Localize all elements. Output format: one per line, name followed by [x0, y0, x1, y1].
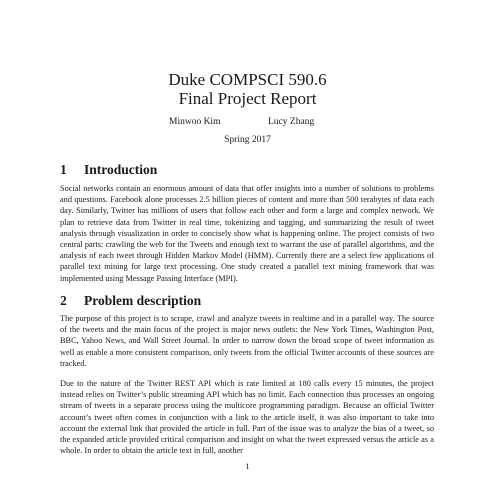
- title-line-1: Duke COMPSCI 590.6: [168, 70, 327, 89]
- section-number: 2: [60, 293, 67, 308]
- section-heading-introduction: [60, 162, 157, 178]
- paper-title: [0, 70, 495, 108]
- title-line-2: Final Project Report: [178, 89, 317, 108]
- publication-date: Spring 2017: [224, 135, 271, 145]
- section-number: 1: [60, 162, 67, 177]
- section-title: Problem description: [84, 293, 202, 308]
- introduction-paragraph: Social networks contain an enormous amount of data that offer insights into a number of solutions to problems and questions. Facebook alone processes 2.5 billion pieces of content and more than 500 terabytes of data each day. Similarly, Twitter has millions of users that follow each other and form a large and complex network. We plan to retrieve data from Twitter in real time, tokenizing and tagging, and summarizing the result of tweet analysis through visualization in order to concisely show what is happening online. The project consists of two central parts: crawling the web for the Tweets and enough text to warrant the use of parallel algorithms, and the analysis of each tweet through Hidden Markov Model (HMM). Currently there are a select few applications of parallel text mining for large text processing. One study created a parallel text mining framework that was implemented using Message Passing Interface (MPI).: [60, 184, 434, 283]
- problem-paragraph-1: The purpose of this project is to scrape, crawl and analyze tweets in realtime and in a parallel way. The source of the tweets and the main focus of the project is major news outlets: the New York Times, Washington Post, BBC, Yahoo News, and Wall Street Journal. In order to narrow down the broad scope of tweet information as well as enable a more consistent comparison, only tweets from the official Twitter accounts of these sources are tracked.: [60, 314, 434, 368]
- problem-paragraph-2: Due to the nature of the Twitter REST API which is rate limited at 180 calls every 15 minutes, the project instead relies on Twitter’s public streaming API which has no limit. Each connection thus processes an ongoing stream of tweets in a separate process using the multicore programming paradigm. Because an official Twitter account’s tweet often comes in conjunction with a link to the article itself, it was also important to take into account the external link that provided the article in full. Part of the issue was to analyze the bias of a tweet, so the expanded article provided critical comparison and insight on what the tweet expressed versus the article as a whole. In order to obtain the article text in full, another: [60, 379, 434, 456]
- section-title: Introduction: [84, 162, 158, 177]
- section-heading-problem-description: [60, 293, 201, 309]
- author-name: Lucy Zhang: [268, 117, 315, 127]
- page-number: 1: [245, 461, 250, 471]
- author-name: Minwoo Kim: [169, 117, 221, 127]
